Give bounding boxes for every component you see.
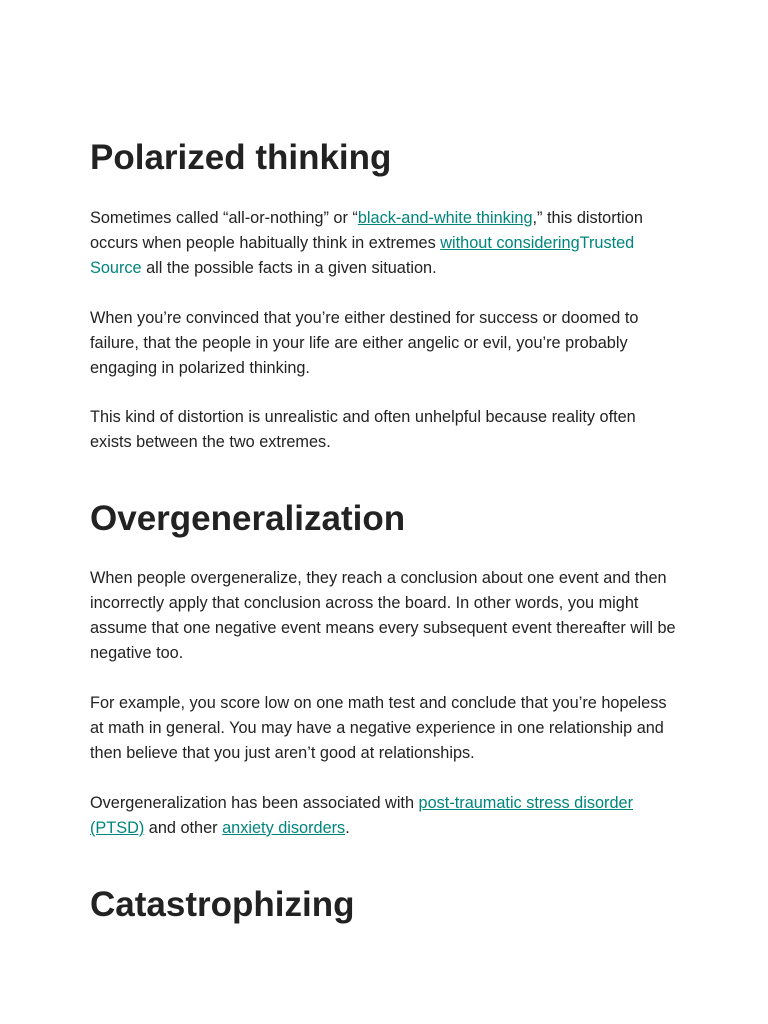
polarized-paragraph-1 bbox=[90, 206, 680, 281]
text-fragment: Sometimes called “all-or-nothing” or “ bbox=[90, 209, 358, 227]
overgeneralization-paragraph-3 bbox=[90, 791, 680, 841]
heading-overgeneralization: Overgeneralization bbox=[90, 499, 406, 538]
overgeneralization-paragraph-1: When people overgeneralize, they reach a conclusion about one event and then incorrectly apply that conclusion across the board. In other words, you might assume that one negative event means every subsequent event thereafter will be negative too. bbox=[90, 569, 676, 662]
ptsd-link[interactable]: post-traumatic stress disorder (PTSD) bbox=[90, 794, 633, 837]
polarized-paragraph-3: This kind of distortion is unrealistic and often unhelpful because reality often exists between the two extremes. bbox=[90, 408, 636, 451]
anxiety-disorders-link[interactable]: anxiety disorders bbox=[222, 819, 346, 837]
text-fragment: Overgeneralization has been associated with bbox=[90, 794, 419, 812]
without-considering-link[interactable]: without considering bbox=[440, 234, 580, 252]
text-fragment: all the possible facts in a given situation. bbox=[141, 259, 437, 277]
polarized-paragraph-2: When you’re convinced that you’re either destined for success or doomed to failure, that the people in your life are either angelic or evil, you’re probably engaging in polarized thinking. bbox=[90, 309, 639, 377]
black-and-white-thinking-link[interactable]: black-and-white thinking bbox=[357, 209, 533, 227]
overgeneralization-paragraph-2: For example, you score low on one math test and conclude that you’re hopeless at math in general. You may have a negative experience in one relationship and then believe that you just aren’t good at relationships. bbox=[90, 694, 667, 762]
trusted-source-label[interactable]: Trusted Source bbox=[90, 234, 635, 277]
heading-catastrophizing: Catastrophizing bbox=[90, 885, 355, 924]
heading-polarized-thinking: Polarized thinking bbox=[90, 138, 392, 177]
text-fragment: ,” this distortion occurs when people habitually think in extremes bbox=[90, 209, 643, 252]
text-fragment: . bbox=[345, 819, 350, 837]
text-fragment: and other bbox=[144, 819, 223, 837]
